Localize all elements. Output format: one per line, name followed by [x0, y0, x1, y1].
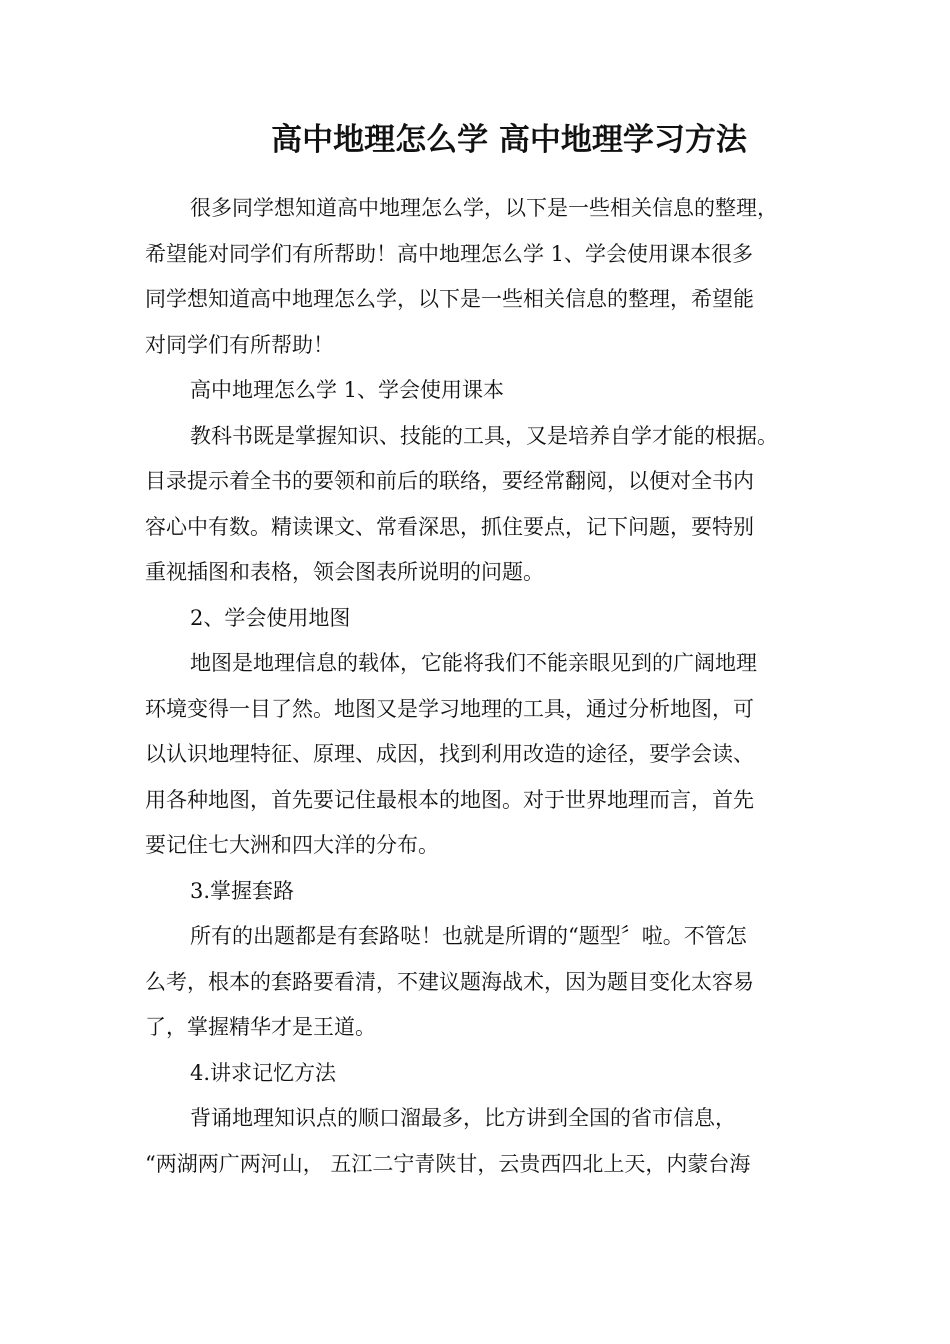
paragraph-line: 重视插图和表格，领会图表所说明的问题。 [145, 560, 544, 584]
paragraph-line: 同学想知道高中地理怎么学，以下是一些相关信息的整理，希望能 [145, 287, 754, 311]
section-heading: 4.讲求记忆方法 [190, 1060, 337, 1085]
paragraph-line: “两湖两广两河山， 五江二宁青陕甘，云贵西四北上天，内蒙台海 [145, 1151, 751, 1176]
paragraph-line: 希望能对同学们有所帮助！高中地理怎么学 1、学会使用课本很多 [145, 241, 754, 266]
paragraph-line: 背诵地理知识点的顺口溜最多，比方讲到全国的省市信息， [190, 1106, 736, 1130]
paragraph-line: 环境变得一目了然。地图又是学习地理的工具，通过分析地图，可 [145, 696, 754, 721]
paragraph-line: 所有的出题都是有套路哒！也就是所谓的“题型〞啦。不管怎 [190, 924, 747, 948]
paragraph-line: 以认识地理特征、原理、成因，找到利用改造的途径，要学会读、 [145, 742, 754, 766]
document-title: 高中地理怎么学 高中地理学习方法 [271, 122, 747, 158]
paragraph-line: 地图是地理信息的载体，它能将我们不能亲眼见到的广阔地理 [190, 651, 757, 675]
paragraph-line: 么考，根本的套路要看清，不建议题海战术，因为题目变化太容易 [145, 969, 754, 994]
paragraph-line: 容心中有数。精读课文、常看深思，抓住要点，记下问题，要特别 [145, 514, 754, 539]
section-heading: 2、学会使用地图 [190, 605, 351, 630]
document-body [145, 186, 817, 1187]
paragraph-line: 很多同学想知道高中地理怎么学，以下是一些相关信息的整理， [190, 196, 778, 220]
section-heading: 高中地理怎么学 1、学会使用课本 [190, 378, 505, 402]
paragraph-line: 了，掌握精华才是王道。 [145, 1015, 376, 1039]
paragraph-line: 要记住七大洲和四大洋的分布。 [145, 833, 439, 857]
paragraph-line: 目录提示着全书的要领和前后的联络，要经常翻阅，以便对全书内 [145, 469, 754, 493]
paragraph-line: 用各种地图，首先要记住最根本的地图。对于世界地理而言，首先 [145, 787, 754, 812]
section-heading: 3.掌握套路 [190, 878, 295, 903]
paragraph-line: 教科书既是掌握知识、技能的工具，又是培养自学才能的根据。 [190, 423, 778, 448]
paragraph-line: 对同学们有所帮助！ [145, 332, 334, 357]
